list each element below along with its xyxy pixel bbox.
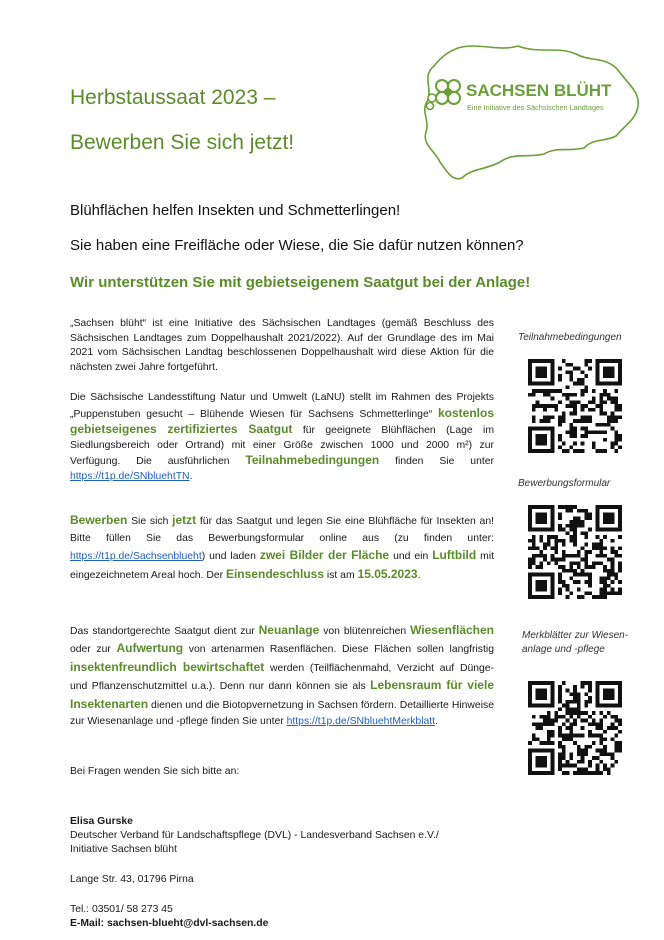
- qr-label-merkblaetter: Merkblätter zur Wiesen-anlage und -pflege: [522, 630, 629, 655]
- contact-organisation: Deutscher Verband für Landschaftspflege (DVL) - Landesverband Sachsen e.V./: [70, 830, 439, 841]
- highlight: insektenfreundlich bewirtschaftet: [70, 659, 265, 674]
- text: oder zur: [70, 644, 111, 656]
- highlight: Neuanlage: [258, 623, 320, 637]
- text: für das Saatgut und legen Sie eine Blühfläche für Insekten an! Bitte füllen Sie das Bewerbungsformular online aus (zu finden unter:: [70, 516, 495, 544]
- highlight: jetzt: [172, 513, 197, 527]
- sachsen-blueht-logo: [418, 40, 650, 190]
- qr-code-icon[interactable]: [528, 359, 622, 453]
- contact-email[interactable]: E-Mail: sachsen-blueht@dvl-sachsen.de: [70, 918, 269, 929]
- highlight: Einsendeschluss: [225, 566, 325, 581]
- page-title-line2: Bewerben Sie sich jetzt!: [70, 131, 295, 154]
- highlight: Lebensraum für viele Insektenarten: [70, 678, 494, 711]
- qr-code-icon[interactable]: [528, 505, 622, 599]
- paragraph-lanu: [70, 391, 494, 485]
- text: Sie sich: [131, 516, 169, 527]
- text: .: [435, 716, 438, 728]
- headline-2: Sie haben eine Freifläche oder Wiese, die Sie dafür nutzen können?: [70, 237, 524, 254]
- qr-code-icon[interactable]: [528, 681, 622, 775]
- flower-icon: [427, 80, 461, 110]
- intro-paragraph: „Sachsen blüht“ ist eine Initiative des Sächsischen Landtages (gemäß Beschluss des Sächsischen Landtages zum Doppelhaushalt 2021/2022). Auf der Grundlage des im Mai 2021 vom Sächsischen Landtag beschlossenen Doppelhaushalt wird diese Aktion für die nächsten zwei Jahre fortgeführt.: [70, 318, 494, 373]
- text: ist am: [326, 569, 355, 581]
- highlight: Teilnahmebedingungen: [245, 453, 380, 468]
- text: ) und laden: [201, 551, 256, 562]
- highlight: kostenlos gebietseigenes zertifiziertes Saatgut: [70, 405, 494, 437]
- text: .: [189, 470, 193, 482]
- text: von blütenreichen: [323, 626, 407, 637]
- text: Die Sächsische Landesstiftung Natur und Umwelt (LaNU) stellt im Rahmen des Projekts „Puppenstuben gesucht – Blühende Wiesen für Sachsens Schmetterlinge“: [70, 392, 494, 420]
- text: von artenarmen Rasenflächen. Diese Flächen sollen langfristig: [188, 644, 494, 656]
- headline-1: Blühflächen helfen Insekten und Schmetterlingen!: [70, 202, 401, 219]
- contact-initiative: Initiative Sachsen blüht: [70, 844, 177, 855]
- link-teilnahmebedingungen[interactable]: https://t1p.de/SNbluehtTN: [70, 470, 190, 482]
- text: werden (Teilflächenmahd, Verzicht auf Dünge- und Pflanzenschutzmittel u.a.). Denn nur dann können sie als: [70, 662, 495, 693]
- questions-line: Bei Fragen wenden Sie sich bitte an:: [70, 766, 240, 777]
- logo-tagline: Eine Initiative des Sächsischen Landtages: [467, 103, 604, 112]
- logo-brand: SACHSEN BLÜHT: [466, 81, 612, 100]
- page-title-line1: Herbstaussaat 2023 –: [70, 86, 276, 109]
- highlight: Wiesenflächen: [410, 623, 494, 637]
- link-merkblatt[interactable]: https://t1p.de/SNbluehtMerkblatt: [286, 716, 436, 728]
- text: und ein: [393, 551, 429, 562]
- link-bewerbungsformular[interactable]: https://t1p.de/Sachsenblueht: [70, 551, 202, 562]
- qr-label-teilnahme: Teilnahmebedingungen: [518, 332, 622, 343]
- qr-label-bewerbung: Bewerbungsformular: [518, 478, 611, 489]
- text: Das standortgerechte Saatgut dient zur: [70, 626, 255, 637]
- highlight: 15.05.2023: [357, 566, 418, 581]
- contact-phone: Tel.: 03501/ 58 273 45: [70, 904, 173, 915]
- text: dienen und die Biotopvernetzung in Sachsen fördern. Detaillierte Hinweise zur Wiesenanlage und -pflege finden Sie unter: [70, 699, 494, 728]
- headline-3: Wir unterstützen Sie mit gebietseigenem Saatgut bei der Anlage!: [70, 274, 531, 291]
- paragraph-saatgut: [70, 622, 494, 730]
- text: .: [417, 569, 421, 581]
- highlight: Aufwertung: [116, 641, 184, 656]
- saxony-outline: [425, 46, 638, 179]
- contact-name: Elisa Gurske: [70, 816, 133, 827]
- text: für geeignete Blühflächen (Lage im Siedlungsbereich oder Ortrand) mit einer Größe zwischen 1000 und 2000 m²) zur Verfügung. Die ausführlichen: [70, 425, 495, 468]
- highlight: Bewerben: [70, 513, 128, 527]
- text: mit eingezeichnetem Areal hoch. Der: [70, 551, 495, 581]
- highlight: Luftbild: [432, 548, 477, 562]
- text: finden Sie unter: [395, 456, 494, 468]
- contact-address: Lange Str. 43, 01796 Pirna: [70, 874, 194, 885]
- paragraph-bewerben: [70, 512, 494, 584]
- highlight: zwei Bilder der Fläche: [259, 548, 390, 562]
